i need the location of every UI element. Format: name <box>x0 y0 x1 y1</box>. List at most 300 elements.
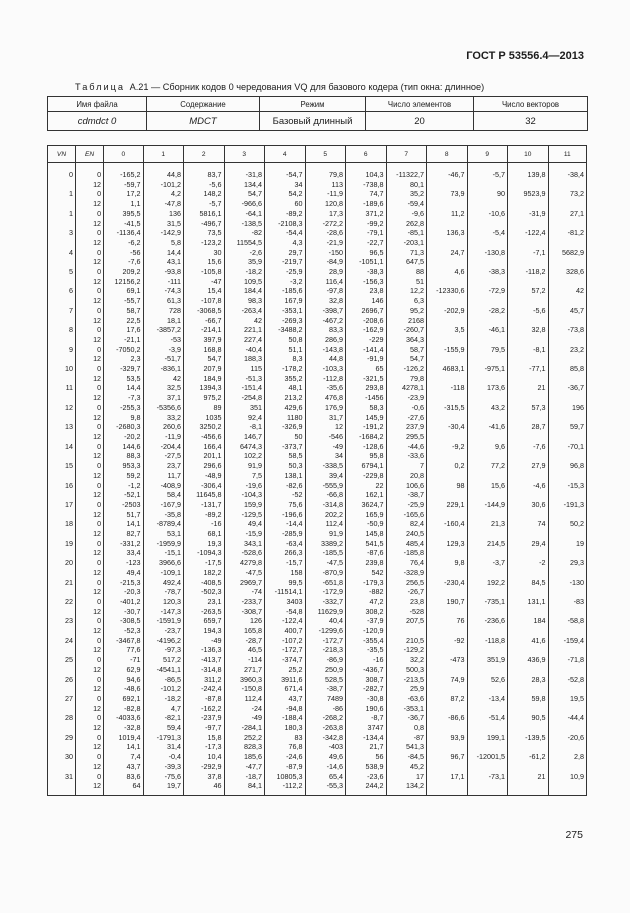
cell-value: -1456 <box>346 393 387 403</box>
cell-vn: 16 <box>48 481 76 491</box>
cell-value: -355,4 <box>346 636 387 646</box>
cell-value: -72,9 <box>467 286 508 296</box>
cell-value: 227,4 <box>224 335 265 345</box>
cell-value: -413,7 <box>184 655 225 665</box>
cell-value <box>548 413 586 423</box>
cell-value: 69,1 <box>104 286 143 296</box>
cell-value: -77,1 <box>508 364 549 374</box>
cell-value: 24,7 <box>427 248 468 258</box>
cell-en: 0 <box>76 481 104 491</box>
cell-value: -353,1 <box>386 704 427 714</box>
cell-value: -97,3 <box>143 645 184 655</box>
table-row <box>48 374 587 384</box>
cell-value: -255,3 <box>104 403 143 413</box>
table-row <box>48 248 587 258</box>
cell-value: 96,8 <box>548 461 586 471</box>
meta-header-content: Содержание <box>147 97 260 112</box>
cell-vn <box>48 432 76 442</box>
cell-value <box>427 607 468 617</box>
cell-value: 239,8 <box>346 558 387 568</box>
cell-value: -242,4 <box>184 684 225 694</box>
cell-value: 6474,3 <box>224 442 265 452</box>
cell-value: -52,1 <box>104 490 143 500</box>
cell-value: 106,6 <box>386 481 427 491</box>
cell-value: 395,5 <box>104 209 143 219</box>
cell-value: 10,9 <box>548 772 586 782</box>
cell-value <box>508 335 549 345</box>
cell-value <box>548 781 586 795</box>
cell-value: 308,2 <box>346 607 387 617</box>
table-row <box>48 500 587 510</box>
cell-value: -73,1 <box>467 772 508 782</box>
cell-value: -11514,1 <box>265 587 306 597</box>
cell-vn <box>48 568 76 578</box>
cell-value: 34 <box>305 451 346 461</box>
cell-value: -82,8 <box>104 704 143 714</box>
cell-value: -73,8 <box>548 325 586 335</box>
cell-value: -23,9 <box>386 393 427 403</box>
cell-en: 0 <box>76 209 104 219</box>
cell-value: 542 <box>346 568 387 578</box>
table-row <box>48 675 587 685</box>
cell-value: 12,2 <box>386 286 427 296</box>
cell-value: -87,6 <box>346 548 387 558</box>
cell-value: -136,3 <box>184 645 225 655</box>
table-row <box>48 209 587 219</box>
column-header-pos-11: 11 <box>548 146 586 163</box>
cell-vn <box>48 335 76 345</box>
cell-value: -112,8 <box>305 374 346 384</box>
cell-value: 201,1 <box>184 451 225 461</box>
cell-value: -47,5 <box>305 558 346 568</box>
table-row <box>48 655 587 665</box>
cell-vn <box>48 257 76 267</box>
cell-value: -114 <box>224 655 265 665</box>
cell-value: -61,2 <box>508 752 549 762</box>
cell-value <box>548 490 586 500</box>
cell-value: 23,2 <box>548 345 586 355</box>
cell-value: 59,7 <box>548 422 586 432</box>
cell-en: 12 <box>76 626 104 636</box>
cell-value: -467,2 <box>305 316 346 326</box>
cell-value: -37,9 <box>346 616 387 626</box>
cell-value: -130 <box>548 578 586 588</box>
cell-value: -263,4 <box>224 306 265 316</box>
cell-value: 115 <box>224 364 265 374</box>
cell-vn <box>48 199 76 209</box>
cell-value <box>508 645 549 655</box>
cell-value: 21,7 <box>346 742 387 752</box>
cell-value: -122,4 <box>265 616 306 626</box>
cell-value: -237,9 <box>184 713 225 723</box>
cell-value <box>427 316 468 326</box>
cell-value: 23,8 <box>346 286 387 296</box>
cell-value: -94,8 <box>265 704 306 714</box>
cell-value: -74 <box>224 587 265 597</box>
cell-value: -18,2 <box>224 267 265 277</box>
cell-value: -55,3 <box>305 781 346 795</box>
cell-value <box>427 762 468 772</box>
cell-en: 0 <box>76 752 104 762</box>
cell-value: -44,4 <box>548 713 586 723</box>
cell-value <box>427 471 468 481</box>
cell-value: 60 <box>265 199 306 209</box>
cell-value: -208,6 <box>346 316 387 326</box>
cell-vn: 8 <box>48 325 76 335</box>
cell-vn: 1 <box>48 209 76 219</box>
cell-value: 83,6 <box>104 772 143 782</box>
meta-header-mode: Режим <box>260 97 366 112</box>
cell-value: -47,7 <box>224 762 265 772</box>
cell-vn: 25 <box>48 655 76 665</box>
cell-value: -321,5 <box>346 374 387 384</box>
cell-value <box>427 781 468 795</box>
cell-value <box>508 393 549 403</box>
cell-value: 2969,7 <box>224 578 265 588</box>
cell-en: 0 <box>76 655 104 665</box>
cell-value: -111 <box>143 277 184 287</box>
cell-value <box>548 568 586 578</box>
cell-value: 14,4 <box>104 383 143 393</box>
table-row <box>48 597 587 607</box>
cell-value: -25,9 <box>386 500 427 510</box>
cell-value: -126,2 <box>386 364 427 374</box>
cell-value <box>548 432 586 442</box>
cell-value: -71 <box>104 655 143 665</box>
cell-value: -292,9 <box>184 762 225 772</box>
cell-value: -85,1 <box>386 228 427 238</box>
cell-vn <box>48 296 76 306</box>
cell-value: 89 <box>184 403 225 413</box>
cell-value <box>548 471 586 481</box>
cell-value <box>508 665 549 675</box>
cell-en: 12 <box>76 316 104 326</box>
cell-value <box>508 451 549 461</box>
cell-value: 19 <box>548 539 586 549</box>
cell-value: -70,1 <box>548 442 586 452</box>
cell-vn <box>48 393 76 403</box>
cell-value: 57,3 <box>508 403 549 413</box>
cell-value: 1,1 <box>104 199 143 209</box>
cell-en: 0 <box>76 558 104 568</box>
cell-vn <box>48 510 76 520</box>
cell-value: -408,9 <box>143 481 184 491</box>
cell-value <box>427 180 468 190</box>
cell-value <box>508 238 549 248</box>
column-header-en: EN <box>76 146 104 163</box>
cell-value <box>467 548 508 558</box>
table-row <box>48 578 587 588</box>
cell-value: 8,3 <box>265 354 306 364</box>
cell-value: 21,3 <box>467 519 508 529</box>
cell-value: 229,1 <box>427 500 468 510</box>
cell-vn <box>48 665 76 675</box>
cell-value: 37,1 <box>143 393 184 403</box>
cell-value: 436,9 <box>508 655 549 665</box>
cell-en: 12 <box>76 354 104 364</box>
cell-value: 429,6 <box>265 403 306 413</box>
cell-value: 17,1 <box>427 772 468 782</box>
cell-value: -51,4 <box>467 713 508 723</box>
table-row <box>48 704 587 714</box>
cell-value: 29,7 <box>265 248 306 258</box>
cell-value: -59,4 <box>386 199 427 209</box>
cell-value: -203,1 <box>386 238 427 248</box>
cell-value: 20,8 <box>386 471 427 481</box>
cell-value: 58,7 <box>104 306 143 316</box>
cell-value: 43,7 <box>265 694 306 704</box>
cell-value: 58,5 <box>265 451 306 461</box>
cell-vn: 14 <box>48 442 76 452</box>
cell-value: -966,6 <box>224 199 265 209</box>
cell-value <box>548 354 586 364</box>
cell-value <box>508 587 549 597</box>
cell-value: -1051,1 <box>346 257 387 267</box>
cell-value <box>548 626 586 636</box>
cell-value <box>467 335 508 345</box>
cell-value: 184,4 <box>224 286 265 296</box>
table-row <box>48 684 587 694</box>
cell-en: 0 <box>76 345 104 355</box>
cell-value: 33,4 <box>104 548 143 558</box>
cell-value: 129,3 <box>427 539 468 549</box>
cell-value <box>548 296 586 306</box>
cell-value: -101,2 <box>143 684 184 694</box>
cell-value: -141,4 <box>346 345 387 355</box>
cell-value: -155,9 <box>427 345 468 355</box>
cell-value: -16 <box>346 655 387 665</box>
cell-value: 14,4 <box>143 248 184 258</box>
cell-value: 293,8 <box>346 383 387 393</box>
cell-value: 528,5 <box>305 675 346 685</box>
cell-value: 185,6 <box>224 752 265 762</box>
cell-value: -159,4 <box>548 636 586 646</box>
cell-value <box>508 257 549 267</box>
cell-value: -122,4 <box>508 228 549 238</box>
cell-value: 5,8 <box>143 238 184 248</box>
cell-value: -3068,5 <box>184 306 225 316</box>
cell-value: 244,2 <box>346 781 387 795</box>
cell-value: -129,2 <box>386 645 427 655</box>
cell-en: 0 <box>76 163 104 180</box>
cell-value: 252,2 <box>224 733 265 743</box>
standard-number: ГОСТ Р 53556.4—2013 <box>466 50 584 62</box>
cell-value: 4,7 <box>143 704 184 714</box>
cell-value: 11645,8 <box>184 490 225 500</box>
table-row <box>48 413 587 423</box>
cell-en: 0 <box>76 403 104 413</box>
cell-value: 4279,8 <box>224 558 265 568</box>
cell-value: -167,9 <box>143 500 184 510</box>
cell-value: 75,6 <box>265 500 306 510</box>
cell-value: 102,2 <box>224 451 265 461</box>
cell-vn: 3 <box>48 228 76 238</box>
cell-value: 3250,2 <box>184 422 225 432</box>
cell-value: -162,2 <box>184 704 225 714</box>
cell-value: 84,5 <box>508 578 549 588</box>
cell-en: 12 <box>76 471 104 481</box>
cell-value: -38,7 <box>386 490 427 500</box>
cell-value: -22,7 <box>346 238 387 248</box>
cell-value: 73,2 <box>548 189 586 199</box>
cell-value: -188,4 <box>265 713 306 723</box>
cell-value: -35,6 <box>305 383 346 393</box>
cell-value: 32,2 <box>386 655 427 665</box>
cell-value: -1299,6 <box>305 626 346 636</box>
cell-value: 12 <box>305 422 346 432</box>
cell-value <box>508 781 549 795</box>
cell-value: 53,1 <box>143 529 184 539</box>
cell-value: 19,5 <box>548 694 586 704</box>
cell-value <box>548 645 586 655</box>
cell-value: 77,6 <box>104 645 143 655</box>
cell-value: 371,2 <box>346 209 387 219</box>
cell-value: -1591,9 <box>143 616 184 626</box>
cell-value <box>508 432 549 442</box>
table-row <box>48 645 587 655</box>
cell-value: 12156,2 <box>104 277 143 287</box>
table-row <box>48 529 587 539</box>
cell-value: 68,1 <box>184 529 225 539</box>
cell-value: 184,9 <box>184 374 225 384</box>
cell-en: 0 <box>76 597 104 607</box>
cell-value <box>548 238 586 248</box>
cell-value: 27,9 <box>508 461 549 471</box>
cell-value: 3960,3 <box>224 675 265 685</box>
cell-value: -82,6 <box>265 481 306 491</box>
cell-value: 9,8 <box>104 413 143 423</box>
cell-value: 975,2 <box>184 393 225 403</box>
cell-value: 295,5 <box>386 432 427 442</box>
cell-value <box>467 393 508 403</box>
cell-value <box>427 587 468 597</box>
cell-value: 58,3 <box>346 403 387 413</box>
cell-value: 188,3 <box>224 354 265 364</box>
cell-en: 12 <box>76 665 104 675</box>
cell-value: -5356,6 <box>143 403 184 413</box>
cell-en: 0 <box>76 616 104 626</box>
cell-en: 12 <box>76 587 104 597</box>
cell-value: 144,6 <box>104 442 143 452</box>
column-header-pos-10: 10 <box>508 146 549 163</box>
cell-vn <box>48 238 76 248</box>
cell-value <box>467 199 508 209</box>
cell-value <box>427 510 468 520</box>
cell-value: -268,2 <box>305 713 346 723</box>
cell-value: -3,9 <box>143 345 184 355</box>
cell-value: 30 <box>184 248 225 258</box>
cell-value: 83,7 <box>184 163 225 180</box>
cell-value: 1394,3 <box>184 383 225 393</box>
cell-vn <box>48 742 76 752</box>
table-row <box>48 257 587 267</box>
cell-vn <box>48 277 76 287</box>
cell-value: 88 <box>386 267 427 277</box>
cell-value: 31,7 <box>305 413 346 423</box>
meta-header-row <box>48 97 588 112</box>
cell-value: 492,4 <box>143 578 184 588</box>
cell-value: -36,7 <box>386 713 427 723</box>
cell-value: -6,2 <box>104 238 143 248</box>
cell-value: 17,2 <box>104 189 143 199</box>
cell-value: -84,5 <box>386 752 427 762</box>
cell-value: 61,3 <box>143 296 184 306</box>
cell-value: 146 <box>346 296 387 306</box>
cell-en: 0 <box>76 713 104 723</box>
cell-value: -23,7 <box>143 626 184 636</box>
cell-value: -4,6 <box>508 481 549 491</box>
cell-value: 7 <box>386 461 427 471</box>
cell-value: -40,4 <box>224 345 265 355</box>
cell-value: -3,2 <box>265 277 306 287</box>
cell-vn: 6 <box>48 286 76 296</box>
cell-en: 12 <box>76 510 104 520</box>
cell-value: -86,5 <box>143 675 184 685</box>
cell-value: 85,8 <box>548 364 586 374</box>
table-row <box>48 163 587 180</box>
cell-value: -123,2 <box>184 238 225 248</box>
cell-value: 15,6 <box>184 257 225 267</box>
cell-value: -26,7 <box>386 587 427 597</box>
cell-value <box>467 374 508 384</box>
table-row <box>48 238 587 248</box>
column-header-pos-6: 6 <box>346 146 387 163</box>
cell-value: 35,9 <box>224 257 265 267</box>
cell-value: 98,3 <box>224 296 265 306</box>
cell-vn <box>48 490 76 500</box>
cell-value: 43,1 <box>143 257 184 267</box>
cell-value: 271,7 <box>224 665 265 675</box>
cell-value: -398,7 <box>305 306 346 316</box>
cell-value: 476,8 <box>305 393 346 403</box>
cell-value: -651,8 <box>305 578 346 588</box>
cell-value: -10,6 <box>467 209 508 219</box>
table-row <box>48 345 587 355</box>
cell-value <box>427 296 468 306</box>
cell-value: -314,8 <box>184 665 225 675</box>
cell-value: 167,9 <box>265 296 306 306</box>
cell-value: 207,9 <box>184 364 225 374</box>
cell-value <box>508 684 549 694</box>
cell-value: 671,4 <box>265 684 306 694</box>
cell-en: 12 <box>76 296 104 306</box>
cell-value: -308,7 <box>224 607 265 617</box>
cell-value: -229 <box>346 335 387 345</box>
cell-value: 136,3 <box>427 228 468 238</box>
cell-value <box>548 374 586 384</box>
cell-value: 9,8 <box>427 558 468 568</box>
cell-value: -31,9 <box>508 209 549 219</box>
cell-value <box>467 316 508 326</box>
cell-vn <box>48 645 76 655</box>
cell-value: -2680,3 <box>104 422 143 432</box>
cell-value: -47,5 <box>224 568 265 578</box>
cell-value: 6,3 <box>386 296 427 306</box>
cell-value: -48,9 <box>184 471 225 481</box>
cell-value: 3624,7 <box>346 500 387 510</box>
caption-prefix: Таблица <box>75 82 130 92</box>
meta-header-filename: Имя файла <box>48 97 147 112</box>
cell-value: 165,8 <box>224 626 265 636</box>
cell-value: 286,9 <box>305 335 346 345</box>
cell-vn: 4 <box>48 248 76 258</box>
cell-value: 50,3 <box>265 461 306 471</box>
table-row <box>48 422 587 432</box>
cell-value: -7,3 <box>104 393 143 403</box>
table-row <box>48 403 587 413</box>
cell-value: 45,7 <box>548 306 586 316</box>
cell-value: -373,7 <box>265 442 306 452</box>
